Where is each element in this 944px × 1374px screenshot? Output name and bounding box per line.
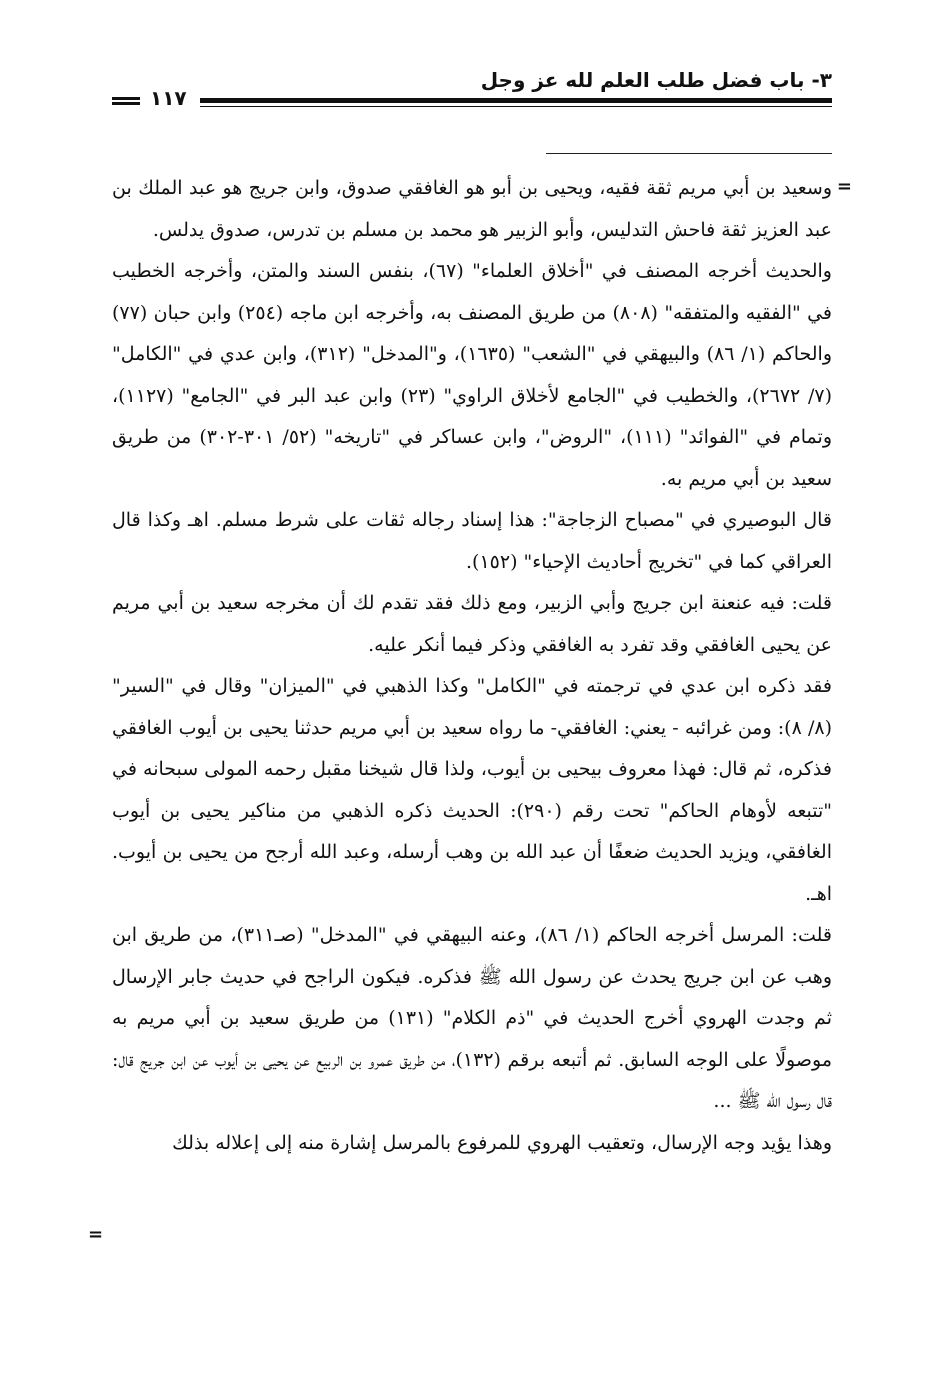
paragraph: قال البوصيري في "مصباح الزجاجة": هذا إسناد رجاله ثقات على شرط مسلم. اهـ وكذا قال العراقي كما في "تخريج أحاديث الإحياء" (١٥٢).	[112, 509, 832, 573]
paragraph: قلت: المرسل أخرجه الحاكم (١/ ٨٦)، وعنه البيهقي في "المدخل" (صـ٣١١)، من طريق ابن وهب عن ابن جريج يحدث عن رسول الله ﷺ فذكره. فيكون الراجح في حديث جابر الإرسال ثم وجدت الهروي أخرج الحديث في "ذم الكلام" (١٣١) من طريق سعيد بن أبي مريم به موصولًا على الوجه السابق. ثم أتبعه برقم (١٣٢)، من طريق عمرو بن الربيع عن يحيى بن أيوب عن ابن جريج قال: قال رسول الله ﷺ ...	[112, 924, 832, 1112]
continuation-mark-end: =	[88, 1224, 104, 1245]
continuation-mark-start: =	[836, 176, 852, 197]
footnote-separator	[546, 153, 832, 154]
footnote-body	[112, 168, 832, 1164]
header-rule-thin	[200, 106, 832, 107]
page-header	[112, 68, 832, 118]
chapter-title: ٣- باب فضل طلب العلم لله عز وجل	[480, 68, 832, 92]
paragraph: وسعيد بن أبي مريم ثقة فقيه، ويحيى بن أبو هو الغافقي صدوق، وابن جريج هو عبد الملك بن عبد العزيز ثقة فاحش التدليس، وأبو الزبير هو محمد بن مسلم بن تدرس، صدوق يدلس.	[112, 177, 832, 241]
paragraph: قلت: فيه عنعنة ابن جريج وأبي الزبير، ومع ذلك فقد تقدم لك أن مخرجه سعيد بن أبي مريم عن يحيى الغافقي وقد تفرد به الغافقي وذكر فيما أنكر عليه.	[112, 592, 832, 656]
header-double-dash	[112, 97, 140, 105]
header-rule-thick	[200, 98, 832, 103]
paragraph: والحديث أخرجه المصنف في "أخلاق العلماء" (٦٧)، بنفس السند والمتن، وأخرجه الخطيب في "الفقيه والمتفقه" (٨٠٨) من طريق المصنف به، وأخرجه ابن ماجه (٢٥٤) وابن حبان (٧٧) والحاكم (١/ ٨٦) والبيهقي في "الشعب" (١٦٣٥)، و"المدخل" (٣١٢)، وابن عدي في "الكامل" (٧/ ٢٦٧٢)، والخطيب في "الجامع لأخلاق الراوي" (٢٣) وابن عبد البر في "الجامع" (١١٢٧)، وتمام في "الفوائد" (١١١)، "الروض"، وابن عساكر في "تاريخه" (٥٢/ ٣٠١-٣٠٢) من طريق سعيد بن أبي مريم به.	[112, 260, 833, 490]
paragraph: فقد ذكره ابن عدي في ترجمته في "الكامل" وكذا الذهبي في "الميزان" وقال في "السير" (٨/ ٨): ومن غرائبه - يعني: الغافقي- ما رواه سعيد بن أبي مريم حدثنا يحيى بن أيوب الغافقي فذكره، ثم قال: فهذا معروف بيحيى بن أيوب، ولذا قال شيخنا مقبل رحمه المولى سبحانه في "تتبعه لأوهام الحاكم" تحت رقم (٢٩٠): الحديث ذكره الذهبي من مناكير يحيى بن أيوب الغافقي، ويزيد الحديث ضعفًا أن عبد الله بن وهب أرسله، وعبد الله أرجح من يحيى بن أيوب. اهـ.	[112, 675, 832, 905]
page-number: ١١٧	[150, 86, 187, 110]
paragraph: وهذا يؤيد وجه الإرسال، وتعقيب الهروي للمرفوع بالمرسل إشارة منه إلى إعلاله بذلك	[172, 1131, 832, 1154]
